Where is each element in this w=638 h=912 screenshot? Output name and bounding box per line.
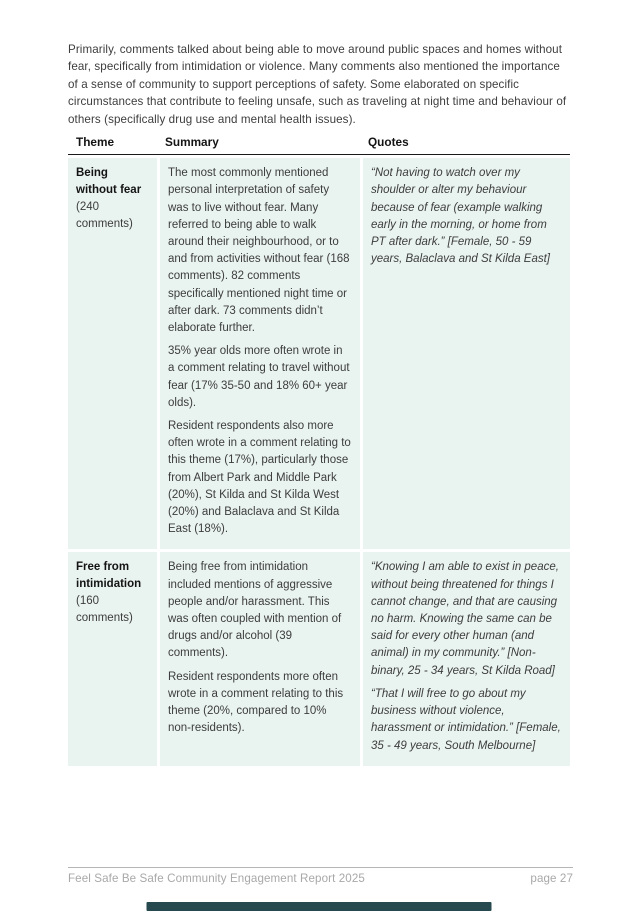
- header-cell-quotes: Quotes: [368, 135, 409, 149]
- quotes-cell: [363, 158, 570, 549]
- quote-paragraph: “Not having to watch over my shoulder or alter my behaviour because of fear (example walking early in the morning, or home from PT after dark.” [Female, 50 - 59 years, Balaclava and St Kilda East]: [371, 167, 550, 266]
- header-cell-summary: Summary: [165, 135, 219, 149]
- summary-cell: [160, 158, 360, 549]
- intro-paragraph: Primarily, comments talked about being able to move around public spaces and homes without fear, specifically from intimidation or violence. Many comments also mentioned the importance of a sense of community to support perceptions of safety. Some elaborated on specific circumstances that contribute to feeling unsafe, such as traveling at night time and behaviour of others (specifically drug use and mental health issues).: [68, 43, 567, 126]
- theme-title: Being without fear: [76, 167, 142, 196]
- quote-paragraph: “Knowing I am able to exist in peace, without being threatened for things I cannot change, and that are causing no harm. Knowing the same can be said for every other human (and animal) in my community.” [Non-binary, 25 - 34 years, St Kilda Road]: [371, 561, 559, 677]
- page-footer: [68, 867, 573, 885]
- theme-cell: [68, 552, 157, 765]
- summary-paragraph: Being free from intimidation included mentions of aggressive people and/or harassment. This was often coupled with mention of drugs and/or alcohol (39 comments).: [168, 561, 342, 660]
- theme-count: (240 comments): [76, 201, 133, 230]
- quotes-cell: [363, 552, 570, 765]
- theme-title: Free from intimidation: [76, 561, 142, 590]
- footer-page-number: page 27: [530, 872, 573, 885]
- header-cell-theme: Theme: [76, 135, 115, 149]
- summary-cell: [160, 552, 360, 765]
- table-header: [68, 134, 570, 155]
- quote-paragraph: “That I will free to go about my business without violence, harassment or intimidation.” [Female, 35 - 49 years, South Melbourne]: [371, 687, 561, 752]
- footer-report-title: Feel Safe Be Safe Community Engagement Report 2025: [68, 872, 365, 885]
- table-row: [68, 158, 570, 549]
- summary-paragraph: Resident respondents also more often wrote in a comment relating to this theme (17%), particularly those from Albert Park and Middle Park (20%), St Kilda and St Kilda West (20%) and Balaclava and St Kilda East (18%).: [168, 420, 351, 536]
- summary-paragraph: 35% year olds more often wrote in a comment relating to travel without fear (17% 35-50 and 18% 60+ year olds).: [168, 345, 350, 409]
- table-body: [68, 158, 570, 766]
- themes-table: [68, 134, 570, 766]
- summary-paragraph: The most commonly mentioned personal interpretation of safety was to live without fear. Many referred to being able to walk around their neighbourhood, or to and from activities without fear (168 comments). 82 comments specifically mentioned night time or after dark. 73 comments didn’t elaborate further.: [168, 167, 350, 335]
- table-row: [68, 552, 570, 765]
- summary-paragraph: Resident respondents more often wrote in a comment relating to this theme (20%, compared to 10% non-residents).: [168, 670, 344, 735]
- theme-count: (160 comments): [76, 595, 133, 624]
- bottom-accent-bar: [147, 902, 492, 911]
- theme-cell: [68, 158, 157, 549]
